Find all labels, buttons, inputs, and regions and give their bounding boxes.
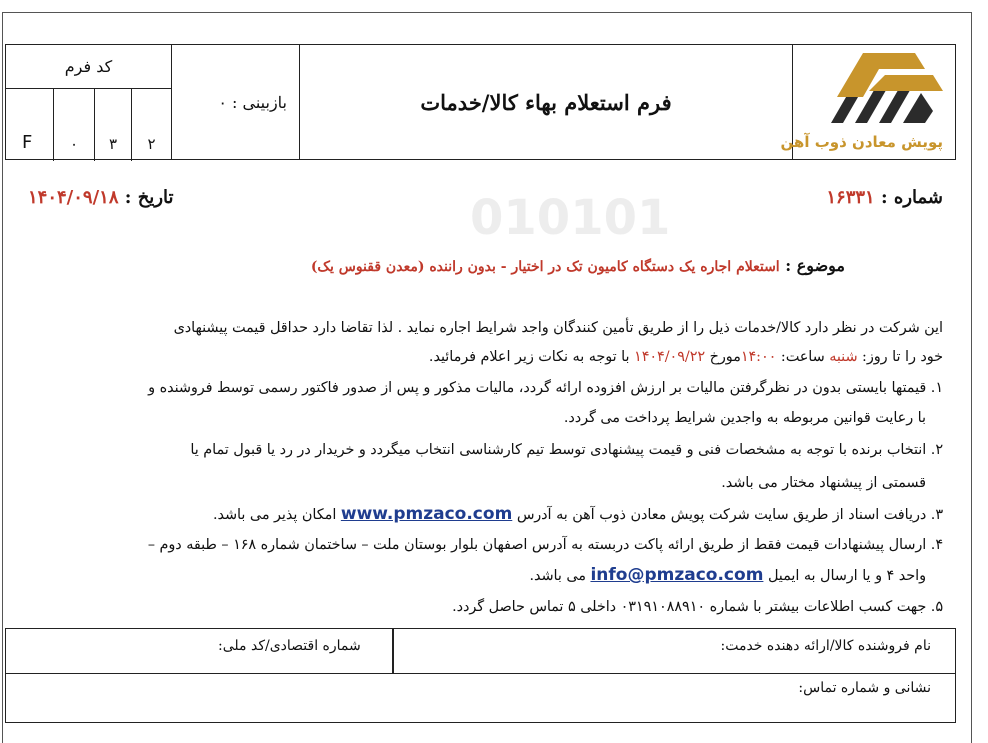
vendor-table-divider — [392, 629, 394, 674]
list-item: ۳. دریافت اسناد از طریق سایت شرکت پویش معادن ذوب آهن به آدرس www.pmzaco.com امکان پذیر می باشد. — [213, 504, 943, 524]
watermark: 010101 — [470, 190, 671, 246]
list-item: ۱. قیمتها بایستی بدون در نظرگرفتن مالیات بر ارزش افزوده ارائه گردد، مالیات مذکور و پس از صدور فاکتور رسمی توسط فروشنده و — [148, 380, 943, 396]
intro-line-1: این شرکت در نظر دارد کالا/خدمات ذیل را از طریق تأمین کنندگان واجد شرایط اجاره نماید . لذا تقاضا دارد حداقل قیمت پیشنهادی — [173, 320, 943, 336]
subject-line — [311, 256, 845, 275]
form-code-cell — [6, 45, 171, 159]
list-item-continuation: واحد ۴ و یا ارسال به ایمیل info@pmzaco.com می باشد. — [529, 565, 926, 585]
form-code-char: ۲ — [147, 135, 156, 153]
form-code-char: F — [6, 89, 54, 161]
company-logo-icon — [793, 45, 956, 135]
form-code-char: ۳ — [95, 89, 132, 161]
deadline-time: ۱۴:۰۰ — [740, 349, 777, 365]
document-number — [826, 187, 943, 208]
list-item: ۲. انتخاب برنده با توجه به مشخصات فنی و قیمت پیشنهادی توسط تیم کارشناسی انتخاب میگردد و خریدار در رد یا قبول تمام یا — [190, 442, 943, 458]
seller-name-label: نام فروشنده کالا/ارائه دهنده خدمت: — [720, 638, 931, 654]
date-value: ۱۴۰۴/۰۹/۱۸ — [28, 187, 119, 208]
intro-line-2: خود را تا روز: شنبه ساعت: ۱۴:۰۰مورخ ۱۴۰۴/۰۹/۲۲ با توجه به نکات زیر اعلام فرمائید. — [428, 349, 943, 365]
logo-cell — [780, 45, 955, 159]
form-code-label: کد فرم — [6, 45, 171, 89]
deadline-date: ۱۴۰۴/۰۹/۲۲ — [634, 349, 706, 365]
list-item-continuation: قسمتی از پیشنهاد مختار می باشد. — [721, 475, 926, 491]
economic-code-label: شماره اقتصادی/کد ملی: — [218, 638, 361, 654]
email-link[interactable]: info@pmzaco.com — [590, 565, 764, 585]
list-item: ۴. ارسال پیشنهادات قیمت فقط از طریق ارائه پاکت دربسته به آدرس اصفهان بلوار بوستان ملت – ساختمان شماره ۱۶۸ – طبقه دوم – — [147, 537, 943, 553]
form-code-char: ۰ — [54, 89, 95, 161]
website-link[interactable]: www.pmzaco.com — [340, 504, 513, 524]
deadline-day: شنبه — [829, 349, 858, 365]
revision-label: بازبینی : ۰ — [218, 93, 287, 112]
form-title: فرم استعلام بهاء کالا/خدمات — [299, 45, 792, 159]
document-date — [28, 187, 174, 208]
company-name: پویش معادن ذوب آهن — [780, 133, 943, 151]
number-value: ۱۶۳۳۱ — [826, 187, 875, 208]
list-item-continuation: با رعایت قوانین مربوطه به واجدین شرایط پرداخت می گردد. — [563, 410, 926, 426]
number-label: شماره : — [880, 187, 943, 208]
subject-label: موضوع : — [785, 256, 845, 275]
subject-value: استعلام اجاره یک دستگاه کامیون تک در اختیار - بدون راننده (معدن ققنوس یک) — [310, 259, 780, 275]
address-label: نشانی و شماره تماس: — [798, 680, 931, 696]
header-table — [5, 44, 956, 160]
vendor-table — [5, 628, 956, 723]
date-label: تاریخ : — [124, 187, 174, 208]
list-item: ۵. جهت کسب اطلاعات بیشتر با شماره ۰۳۱۹۱۰۸۸۹۱۰ داخلی ۵ تماس حاصل گردد. — [452, 599, 943, 615]
revision-cell — [171, 45, 301, 159]
